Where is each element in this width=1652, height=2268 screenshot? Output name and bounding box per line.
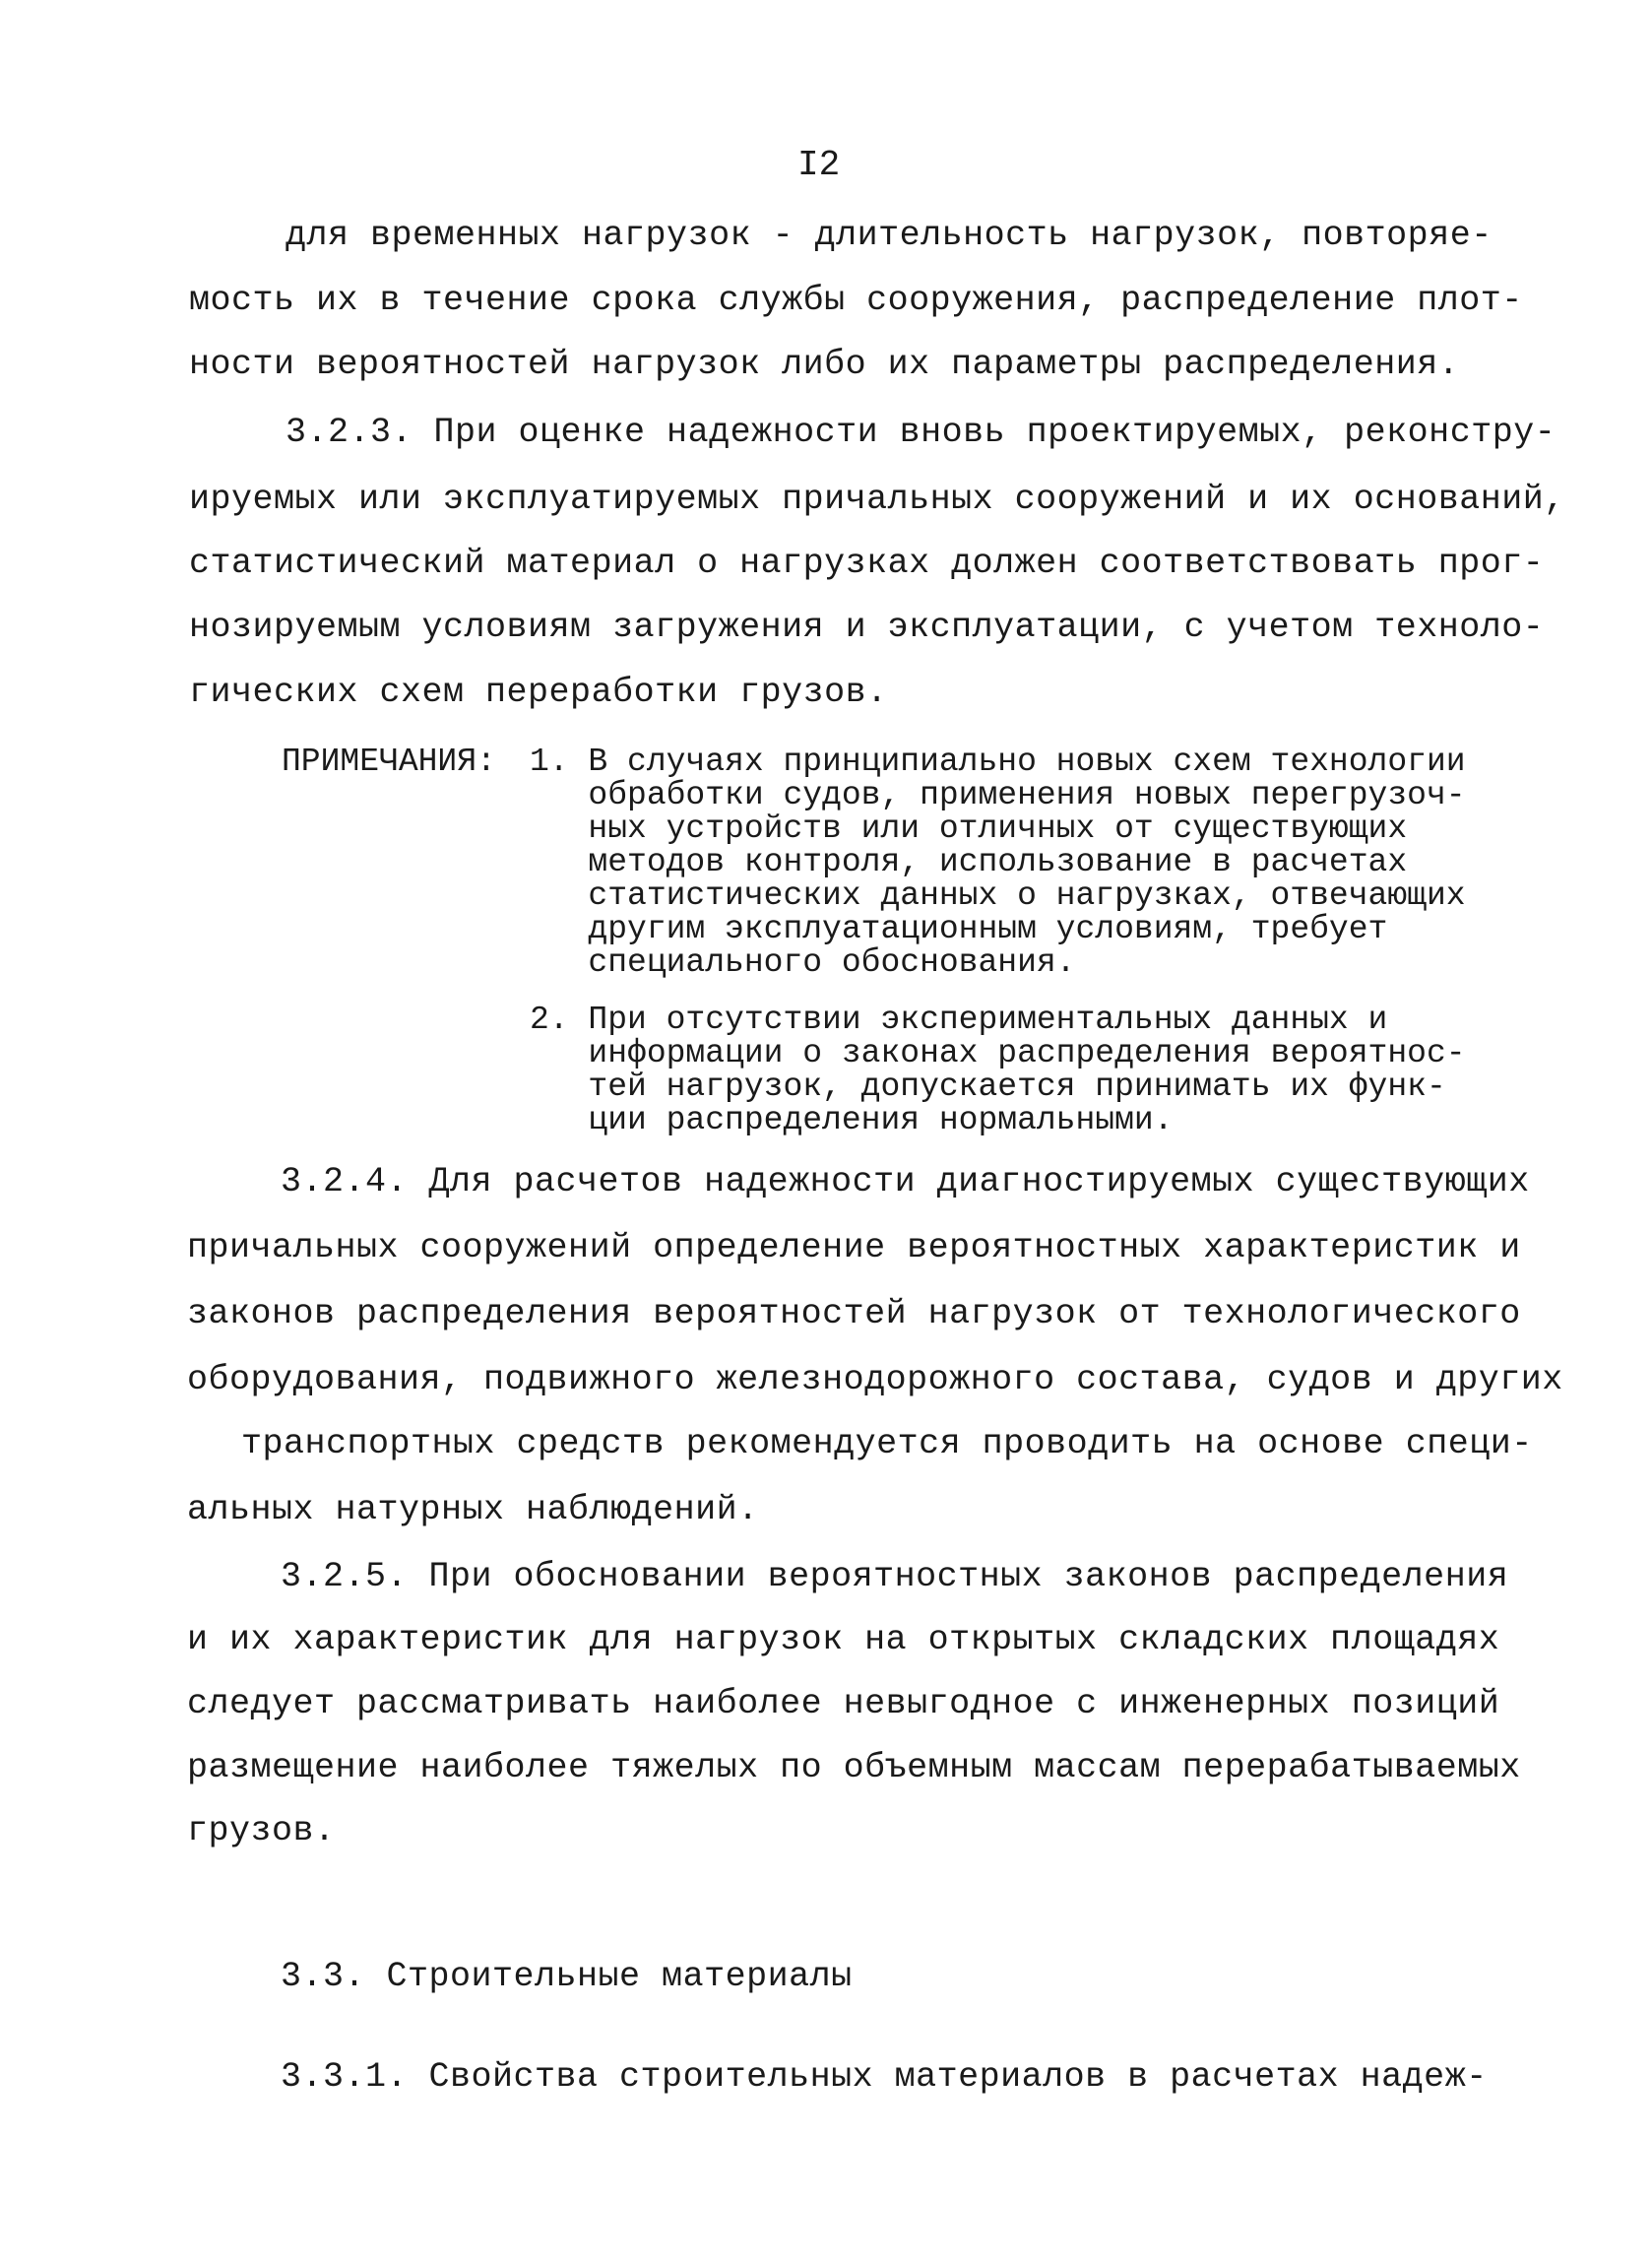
paragraph-line: статистический материал о нагрузках должен соответствовать прог- [189, 544, 1545, 583]
section-heading: 3.3. Строительные материалы [281, 1957, 853, 1996]
note-line: статистических данных о нагрузках, отвечающих [530, 877, 1466, 914]
paragraph-line: ности вероятностей нагрузок либо их параметры распределения. [189, 345, 1460, 384]
paragraph-line: мость их в течение срока службы сооружения, распределение плот- [189, 281, 1523, 320]
note-line: тей нагрузок, допускается принимать их функ- [530, 1069, 1446, 1105]
paragraph-line: 3.3.1. Свойства строительных материалов в расчетах надеж- [281, 2057, 1488, 2097]
paragraph-line: и их характеристик для нагрузок на открытых складских площадях [187, 1620, 1500, 1659]
paragraph-line: гических схем переработки грузов. [189, 673, 888, 712]
note-line: информации о законах распределения вероятнос- [530, 1035, 1466, 1071]
notes-label: ПРИМЕЧАНИЯ: [282, 744, 496, 780]
note-line: специального обоснования. [530, 944, 1076, 981]
note-line: 1. В случаях принципиально новых схем технологии [530, 744, 1466, 780]
paragraph-line: грузов. [187, 1811, 336, 1850]
paragraph-line: ируемых или эксплуатируемых причальных сооружений и их оснований, [189, 480, 1565, 519]
note-line: 2. При отсутствии экспериментальных данных и [530, 1002, 1388, 1038]
page-number: I2 [797, 145, 841, 185]
paragraph-line: альных натурных наблюдений. [187, 1490, 759, 1529]
paragraph-line: 3.2.3. При оценке надежности вновь проектируемых, реконстру- [286, 413, 1557, 452]
note-line: другим эксплуатационным условиям, требует [530, 911, 1388, 947]
note-line: обработки судов, применения новых перегрузоч- [530, 777, 1466, 813]
paragraph-line: 3.2.5. При обосновании вероятностных законов распределения [281, 1557, 1509, 1596]
note-line: ции распределения нормальными. [530, 1102, 1174, 1138]
paragraph-line: 3.2.4. Для расчетов надежности диагностируемых существующих [281, 1162, 1530, 1201]
paragraph-line: размещение наиболее тяжелых по объемным массам перерабатываемых [187, 1748, 1521, 1787]
note-line: методов контроля, использование в расчетах [530, 844, 1408, 880]
paragraph-line: оборудования, подвижного железнодорожного состава, судов и других [187, 1360, 1563, 1399]
paragraph-line: транспортных средств рекомендуется проводить на основе специ- [241, 1424, 1533, 1463]
paragraph-line: причальных сооружений определение вероятностных характеристик и [187, 1228, 1521, 1267]
paragraph-line: нозируемым условиям загружения и эксплуатации, с учетом техноло- [189, 608, 1545, 647]
paragraph-line: следует рассматривать наиболее невыгодное с инженерных позиций [187, 1684, 1500, 1723]
paragraph-line: законов распределения вероятностей нагрузок от технологического [187, 1294, 1521, 1333]
note-line: ных устройств или отличных от существующих [530, 810, 1408, 847]
paragraph-line: для временных нагрузок - длительность нагрузок, повторяе- [286, 216, 1493, 255]
